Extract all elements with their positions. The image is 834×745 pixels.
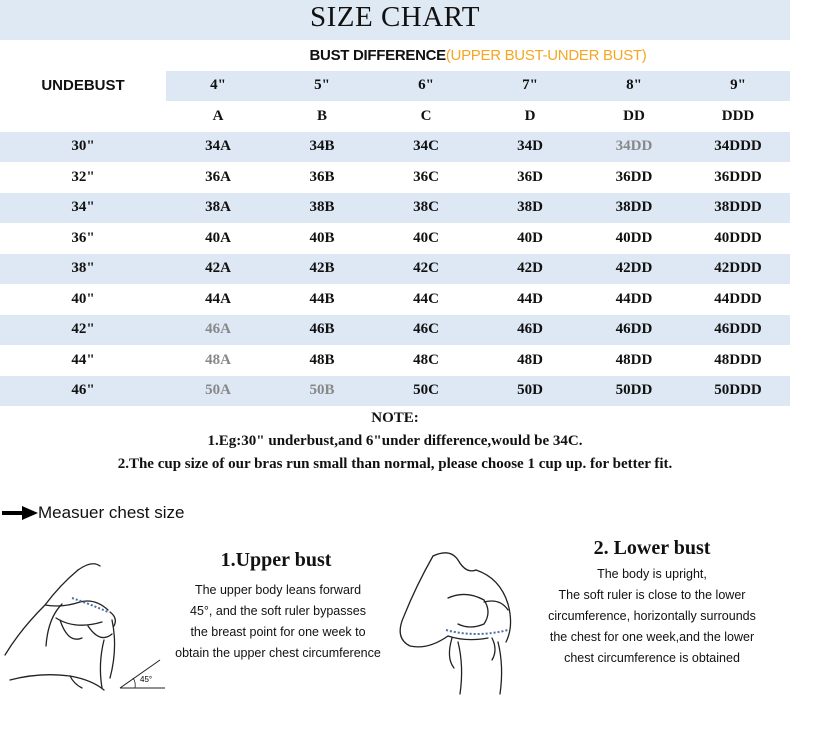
size-cell: 34B: [270, 132, 374, 163]
upper-bust-line: 45°, and the soft ruler bypasses: [190, 604, 366, 618]
size-cell: 34C: [374, 132, 478, 163]
size-cell: 46A: [166, 315, 270, 346]
lower-bust-title: 2. Lower bust: [593, 537, 711, 559]
size-cell: 42C: [374, 254, 478, 285]
table-row: [0, 193, 790, 224]
size-cell: 36A: [166, 162, 270, 193]
arrow-right-icon: [2, 506, 38, 520]
size-cell: 38D: [478, 193, 582, 224]
band-cell: 38": [0, 254, 166, 285]
size-cell: 50C: [374, 376, 478, 407]
size-cell: 50D: [478, 376, 582, 407]
size-cell: 34DDD: [686, 132, 790, 163]
size-cell: 50DDD: [686, 376, 790, 407]
table-row: [0, 132, 790, 163]
size-cell: 48D: [478, 345, 582, 376]
size-cell: 38DD: [582, 193, 686, 224]
band-cell: 40": [0, 284, 166, 315]
size-cell: 48C: [374, 345, 478, 376]
table-row: [0, 315, 790, 346]
table-row: [0, 162, 790, 193]
band-cell: 32": [0, 162, 166, 193]
size-cell: 46B: [270, 315, 374, 346]
size-cell: 48B: [270, 345, 374, 376]
upper-bust-line: The upper body leans forward: [194, 583, 362, 597]
cup-cell: DDD: [686, 101, 790, 132]
lower-bust-line: The body is upright,: [597, 567, 707, 581]
lower-bust-line: chest circumference is obtained: [564, 651, 740, 665]
size-cell: 38A: [166, 193, 270, 224]
size-cell: 48DDD: [686, 345, 790, 376]
size-cell: 40B: [270, 223, 374, 254]
bust-difference-header: [166, 40, 790, 71]
size-cell: 38B: [270, 193, 374, 224]
size-cell: 42DDD: [686, 254, 790, 285]
table-row: [0, 254, 790, 285]
bust-difference-label: BUST DIFFERENCE: [309, 46, 446, 64]
cup-cell: DD: [582, 101, 686, 132]
cup-cell: B: [270, 101, 374, 132]
lower-bust-line: The soft ruler is close to the lower: [558, 588, 746, 602]
size-cell: 44A: [166, 284, 270, 315]
size-cell: 42DD: [582, 254, 686, 285]
size-cell: 46DD: [582, 315, 686, 346]
size-cell: 42A: [166, 254, 270, 285]
upper-bust-illustration: [0, 560, 175, 695]
size-cell: 34DD: [582, 132, 686, 163]
size-cell: 48DD: [582, 345, 686, 376]
table-row: [0, 223, 790, 254]
cup-cell: C: [374, 101, 478, 132]
size-cell: 40A: [166, 223, 270, 254]
size-cell: 40DDD: [686, 223, 790, 254]
size-cell: 44DDD: [686, 284, 790, 315]
size-cell: 38DDD: [686, 193, 790, 224]
angle-label: 45°: [140, 675, 153, 684]
size-cell: 46DDD: [686, 315, 790, 346]
difference-cell: 5": [270, 71, 374, 102]
size-cell: 42B: [270, 254, 374, 285]
chart-title: SIZE CHART: [0, 0, 790, 40]
cup-cell: A: [166, 101, 270, 132]
note-heading: NOTE:: [371, 410, 419, 426]
band-cell: 42": [0, 315, 166, 346]
size-cell: 34D: [478, 132, 582, 163]
lower-bust-description: [532, 564, 772, 669]
band-cell: 46": [0, 376, 166, 407]
band-cell: 44": [0, 345, 166, 376]
band-cell: 36": [0, 223, 166, 254]
size-cell: 50A: [166, 376, 270, 407]
difference-cell: 4": [166, 71, 270, 102]
upper-bust-line: the breast point for one week to: [190, 625, 366, 639]
size-cell: 44DD: [582, 284, 686, 315]
upper-bust-description: [168, 580, 388, 664]
lower-bust-line: the chest for one week,and the lower: [549, 630, 755, 644]
measure-section-label: [2, 503, 184, 523]
size-cell: 40C: [374, 223, 478, 254]
note-line-1: 1.Eg:30" underbust,and 6"under difference,would be 34C.: [207, 433, 583, 449]
band-cell: 30": [0, 132, 166, 163]
table-row: [0, 345, 790, 376]
cup-cell: D: [478, 101, 582, 132]
upper-bust-line: obtain the upper chest circumference: [175, 646, 381, 660]
band-cell: 34": [0, 193, 166, 224]
difference-cell: 7": [478, 71, 582, 102]
size-cell: 44D: [478, 284, 582, 315]
size-cell: 36DDD: [686, 162, 790, 193]
size-cell: 46C: [374, 315, 478, 346]
size-cell: 40DD: [582, 223, 686, 254]
undebust-header: UNDEBUST: [0, 40, 166, 132]
table-row: [0, 376, 790, 407]
difference-cell: 8": [582, 71, 686, 102]
size-cell: 38C: [374, 193, 478, 224]
bust-difference-formula: (UPPER BUST-UNDER BUST): [445, 46, 647, 64]
lower-bust-illustration: [388, 546, 538, 696]
size-cell: 36B: [270, 162, 374, 193]
note-line-2: 2.The cup size of our bras run small than normal, please choose 1 cup up. for better fit.: [117, 456, 673, 472]
size-cell: 36D: [478, 162, 582, 193]
size-cell: 44B: [270, 284, 374, 315]
difference-cell: 6": [374, 71, 478, 102]
size-cell: 46D: [478, 315, 582, 346]
size-cell: 42D: [478, 254, 582, 285]
size-cell: 34A: [166, 132, 270, 163]
difference-cell: 9": [686, 71, 790, 102]
measure-label: Measuer chest size: [38, 503, 185, 522]
size-cell: 50B: [270, 376, 374, 407]
size-cell: 50DD: [582, 376, 686, 407]
size-chart-table: [0, 40, 790, 406]
upper-bust-title: 1.Upper bust: [220, 549, 332, 571]
size-cell: 44C: [374, 284, 478, 315]
size-cell: 36DD: [582, 162, 686, 193]
size-cell: 48A: [166, 345, 270, 376]
table-row: [0, 284, 790, 315]
size-cell: 36C: [374, 162, 478, 193]
size-cell: 40D: [478, 223, 582, 254]
lower-bust-line: circumference, horizontally surrounds: [548, 609, 756, 623]
